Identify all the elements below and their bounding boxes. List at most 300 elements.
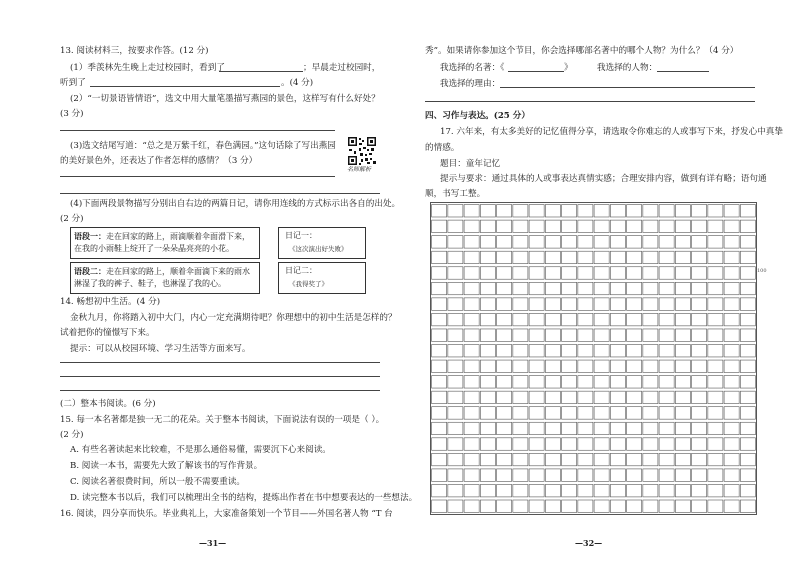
grid-cell[interactable] (724, 469, 739, 481)
grid-cell[interactable] (708, 298, 723, 310)
grid-cell[interactable] (708, 313, 723, 325)
grid-cell[interactable] (740, 453, 755, 465)
grid-cell[interactable] (578, 376, 593, 388)
grid-cell[interactable] (708, 345, 723, 357)
grid-cell[interactable] (594, 453, 609, 465)
grid-cell[interactable] (513, 236, 528, 248)
grid-cell[interactable] (513, 407, 528, 419)
grid-cell[interactable] (610, 251, 625, 263)
grid-cell[interactable] (513, 282, 528, 294)
grid-cell[interactable] (724, 438, 739, 450)
grid-cell[interactable] (610, 422, 625, 434)
grid-cell[interactable] (529, 422, 544, 434)
grid-cell[interactable] (448, 422, 463, 434)
grid-cell[interactable] (432, 469, 447, 481)
answer-line[interactable] (60, 193, 380, 194)
grid-cell[interactable] (562, 360, 577, 372)
grid-cell[interactable] (529, 391, 544, 403)
grid-cell[interactable] (659, 500, 674, 512)
grid-cell[interactable] (513, 500, 528, 512)
grid-cell[interactable] (692, 391, 707, 403)
grid-cell[interactable] (545, 438, 560, 450)
grid-cell[interactable] (724, 313, 739, 325)
grid-cell[interactable] (480, 220, 495, 232)
grid-cell[interactable] (724, 220, 739, 232)
grid-cell[interactable] (562, 407, 577, 419)
grid-cell[interactable] (578, 282, 593, 294)
grid-cell[interactable] (692, 376, 707, 388)
grid-cell[interactable] (610, 438, 625, 450)
grid-cell[interactable] (513, 484, 528, 496)
grid-cell[interactable] (627, 453, 642, 465)
grid-cell[interactable] (675, 453, 690, 465)
grid-cell[interactable] (627, 313, 642, 325)
grid-cell[interactable] (529, 267, 544, 279)
grid-cell[interactable] (432, 298, 447, 310)
grid-cell[interactable] (562, 267, 577, 279)
grid-cell[interactable] (724, 205, 739, 217)
grid-cell[interactable] (627, 298, 642, 310)
grid-cell[interactable] (578, 500, 593, 512)
grid-cell[interactable] (610, 407, 625, 419)
grid-cell[interactable] (529, 282, 544, 294)
grid-cell[interactable] (724, 267, 739, 279)
grid-cell[interactable] (578, 422, 593, 434)
grid-cell[interactable] (692, 282, 707, 294)
diary-box-two[interactable] (278, 262, 366, 294)
grid-cell[interactable] (708, 438, 723, 450)
grid-cell[interactable] (578, 407, 593, 419)
grid-cell[interactable] (497, 298, 512, 310)
grid-cell[interactable] (545, 500, 560, 512)
grid-cell[interactable] (692, 422, 707, 434)
grid-cell[interactable] (448, 407, 463, 419)
grid-cell[interactable] (432, 376, 447, 388)
grid-cell[interactable] (675, 484, 690, 496)
grid-cell[interactable] (562, 438, 577, 450)
grid-cell[interactable] (497, 500, 512, 512)
grid-cell[interactable] (480, 329, 495, 341)
grid-cell[interactable] (659, 422, 674, 434)
grid-cell[interactable] (740, 391, 755, 403)
grid-cell[interactable] (675, 220, 690, 232)
grid-cell[interactable] (432, 438, 447, 450)
grid-cell[interactable] (480, 267, 495, 279)
answer-line[interactable] (60, 376, 380, 377)
grid-cell[interactable] (627, 484, 642, 496)
grid-cell[interactable] (562, 453, 577, 465)
answer-line[interactable] (60, 176, 335, 177)
grid-cell[interactable] (432, 236, 447, 248)
grid-cell[interactable] (659, 298, 674, 310)
grid-cell[interactable] (627, 345, 642, 357)
grid-cell[interactable] (594, 298, 609, 310)
grid-cell[interactable] (464, 407, 479, 419)
grid-cell[interactable] (724, 422, 739, 434)
grid-cell[interactable] (610, 376, 625, 388)
grid-cell[interactable] (675, 376, 690, 388)
grid-cell[interactable] (464, 453, 479, 465)
grid-cell[interactable] (740, 205, 755, 217)
grid-cell[interactable] (529, 376, 544, 388)
grid-cell[interactable] (432, 329, 447, 341)
grid-cell[interactable] (643, 500, 658, 512)
grid-cell[interactable] (659, 453, 674, 465)
grid-cell[interactable] (578, 205, 593, 217)
grid-cell[interactable] (497, 407, 512, 419)
grid-cell[interactable] (562, 500, 577, 512)
grid-cell[interactable] (448, 469, 463, 481)
grid-cell[interactable] (448, 298, 463, 310)
grid-cell[interactable] (740, 345, 755, 357)
grid-cell[interactable] (513, 438, 528, 450)
q16-character-blank[interactable] (657, 71, 709, 72)
grid-cell[interactable] (724, 360, 739, 372)
grid-cell[interactable] (643, 205, 658, 217)
grid-cell[interactable] (448, 220, 463, 232)
grid-cell[interactable] (464, 360, 479, 372)
grid-cell[interactable] (529, 205, 544, 217)
grid-cell[interactable] (708, 205, 723, 217)
grid-cell[interactable] (529, 345, 544, 357)
grid-cell[interactable] (448, 345, 463, 357)
grid-cell[interactable] (692, 329, 707, 341)
grid-cell[interactable] (529, 329, 544, 341)
grid-cell[interactable] (480, 345, 495, 357)
grid-cell[interactable] (659, 329, 674, 341)
grid-cell[interactable] (464, 469, 479, 481)
q15-option-a[interactable]: A. 有些名著读起来比较难，不是那么通俗易懂，需要沉下心来阅读。 (70, 445, 331, 455)
grid-cell[interactable] (708, 329, 723, 341)
diary-box-one[interactable] (278, 227, 366, 259)
grid-cell[interactable] (545, 453, 560, 465)
grid-cell[interactable] (610, 453, 625, 465)
answer-line[interactable] (60, 362, 380, 363)
grid-cell[interactable] (594, 329, 609, 341)
grid-cell[interactable] (464, 282, 479, 294)
grid-cell[interactable] (740, 298, 755, 310)
grid-cell[interactable] (480, 391, 495, 403)
grid-cell[interactable] (578, 484, 593, 496)
grid-cell[interactable] (562, 313, 577, 325)
grid-cell[interactable] (464, 345, 479, 357)
grid-cell[interactable] (578, 236, 593, 248)
grid-cell[interactable] (448, 484, 463, 496)
grid-cell[interactable] (643, 282, 658, 294)
grid-cell[interactable] (692, 345, 707, 357)
grid-cell[interactable] (643, 360, 658, 372)
grid-cell[interactable] (594, 469, 609, 481)
grid-cell[interactable] (627, 220, 642, 232)
grid-cell[interactable] (432, 205, 447, 217)
grid-cell[interactable] (432, 484, 447, 496)
grid-cell[interactable] (692, 469, 707, 481)
grid-cell[interactable] (497, 345, 512, 357)
grid-cell[interactable] (740, 329, 755, 341)
grid-cell[interactable] (497, 453, 512, 465)
grid-cell[interactable] (610, 267, 625, 279)
grid-cell[interactable] (594, 422, 609, 434)
grid-cell[interactable] (643, 313, 658, 325)
grid-cell[interactable] (708, 220, 723, 232)
grid-cell[interactable] (545, 484, 560, 496)
grid-cell[interactable] (692, 205, 707, 217)
grid-cell[interactable] (675, 500, 690, 512)
grid-cell[interactable] (545, 251, 560, 263)
grid-cell[interactable] (627, 422, 642, 434)
grid-cell[interactable] (448, 251, 463, 263)
grid-cell[interactable] (545, 236, 560, 248)
grid-cell[interactable] (578, 469, 593, 481)
grid-cell[interactable] (578, 329, 593, 341)
grid-cell[interactable] (448, 391, 463, 403)
grid-cell[interactable] (480, 407, 495, 419)
grid-cell[interactable] (464, 236, 479, 248)
grid-cell[interactable] (497, 391, 512, 403)
grid-cell[interactable] (708, 422, 723, 434)
grid-cell[interactable] (659, 360, 674, 372)
q15-option-d[interactable]: D. 读完整本书以后，我们可以梳理出全书的结构，提炼出作者在书中想要表达的一些想法。 (70, 493, 418, 503)
answer-line[interactable] (60, 130, 335, 131)
grid-cell[interactable] (562, 220, 577, 232)
grid-cell[interactable] (627, 236, 642, 248)
writing-grid[interactable] (430, 202, 757, 515)
grid-cell[interactable] (448, 267, 463, 279)
grid-cell[interactable] (692, 220, 707, 232)
grid-cell[interactable] (448, 360, 463, 372)
grid-cell[interactable] (643, 391, 658, 403)
grid-cell[interactable] (432, 453, 447, 465)
grid-cell[interactable] (448, 453, 463, 465)
grid-cell[interactable] (480, 298, 495, 310)
grid-cell[interactable] (464, 298, 479, 310)
grid-cell[interactable] (464, 313, 479, 325)
grid-cell[interactable] (724, 484, 739, 496)
grid-cell[interactable] (740, 500, 755, 512)
grid-cell[interactable] (724, 345, 739, 357)
grid-cell[interactable] (740, 267, 755, 279)
grid-cell[interactable] (513, 360, 528, 372)
grid-cell[interactable] (497, 313, 512, 325)
grid-cell[interactable] (643, 484, 658, 496)
grid-cell[interactable] (448, 313, 463, 325)
grid-cell[interactable] (610, 205, 625, 217)
grid-cell[interactable] (497, 422, 512, 434)
grid-cell[interactable] (594, 220, 609, 232)
grid-cell[interactable] (594, 345, 609, 357)
grid-cell[interactable] (432, 220, 447, 232)
grid-cell[interactable] (675, 391, 690, 403)
grid-cell[interactable] (740, 422, 755, 434)
grid-cell[interactable] (480, 438, 495, 450)
grid-cell[interactable] (513, 267, 528, 279)
grid-cell[interactable] (562, 205, 577, 217)
grid-cell[interactable] (432, 422, 447, 434)
grid-cell[interactable] (659, 391, 674, 403)
grid-cell[interactable] (659, 345, 674, 357)
grid-cell[interactable] (480, 469, 495, 481)
grid-cell[interactable] (740, 484, 755, 496)
grid-cell[interactable] (708, 360, 723, 372)
grid-cell[interactable] (497, 220, 512, 232)
grid-cell[interactable] (692, 484, 707, 496)
grid-cell[interactable] (448, 329, 463, 341)
grid-cell[interactable] (724, 376, 739, 388)
answer-line[interactable] (425, 101, 755, 102)
grid-cell[interactable] (497, 282, 512, 294)
grid-cell[interactable] (627, 407, 642, 419)
grid-cell[interactable] (497, 469, 512, 481)
grid-cell[interactable] (610, 220, 625, 232)
grid-cell[interactable] (464, 329, 479, 341)
grid-cell[interactable] (480, 205, 495, 217)
grid-cell[interactable] (610, 236, 625, 248)
grid-cell[interactable] (594, 205, 609, 217)
grid-cell[interactable] (432, 407, 447, 419)
grid-cell[interactable] (497, 236, 512, 248)
grid-cell[interactable] (627, 376, 642, 388)
grid-cell[interactable] (480, 422, 495, 434)
grid-cell[interactable] (464, 422, 479, 434)
grid-cell[interactable] (740, 236, 755, 248)
grid-cell[interactable] (529, 484, 544, 496)
grid-cell[interactable] (675, 313, 690, 325)
grid-cell[interactable] (724, 298, 739, 310)
grid-cell[interactable] (480, 484, 495, 496)
grid-cell[interactable] (562, 329, 577, 341)
grid-cell[interactable] (432, 500, 447, 512)
grid-cell[interactable] (659, 282, 674, 294)
grid-cell[interactable] (545, 220, 560, 232)
grid-cell[interactable] (497, 484, 512, 496)
grid-cell[interactable] (513, 205, 528, 217)
grid-cell[interactable] (708, 500, 723, 512)
grid-cell[interactable] (675, 298, 690, 310)
grid-cell[interactable] (675, 282, 690, 294)
grid-cell[interactable] (545, 345, 560, 357)
q16-reason-blank[interactable] (500, 87, 755, 88)
grid-cell[interactable] (724, 236, 739, 248)
q15-option-c[interactable]: C. 阅读名著很费时间，所以一般不需要重读。 (70, 477, 246, 487)
grid-cell[interactable] (562, 484, 577, 496)
grid-cell[interactable] (562, 376, 577, 388)
grid-cell[interactable] (432, 313, 447, 325)
grid-cell[interactable] (659, 469, 674, 481)
grid-cell[interactable] (643, 407, 658, 419)
grid-cell[interactable] (675, 438, 690, 450)
grid-cell[interactable] (675, 251, 690, 263)
grid-cell[interactable] (610, 298, 625, 310)
grid-cell[interactable] (740, 282, 755, 294)
grid-cell[interactable] (610, 345, 625, 357)
grid-cell[interactable] (480, 313, 495, 325)
grid-cell[interactable] (708, 282, 723, 294)
grid-cell[interactable] (594, 360, 609, 372)
grid-cell[interactable] (610, 500, 625, 512)
grid-cell[interactable] (529, 298, 544, 310)
grid-cell[interactable] (724, 391, 739, 403)
grid-cell[interactable] (643, 298, 658, 310)
grid-cell[interactable] (740, 360, 755, 372)
grid-cell[interactable] (545, 376, 560, 388)
grid-cell[interactable] (497, 360, 512, 372)
grid-cell[interactable] (578, 298, 593, 310)
grid-cell[interactable] (448, 376, 463, 388)
grid-cell[interactable] (659, 236, 674, 248)
grid-cell[interactable] (578, 251, 593, 263)
grid-cell[interactable] (643, 376, 658, 388)
grid-cell[interactable] (545, 407, 560, 419)
answer-line[interactable] (60, 390, 380, 391)
grid-cell[interactable] (594, 313, 609, 325)
grid-cell[interactable] (740, 313, 755, 325)
grid-cell[interactable] (545, 298, 560, 310)
grid-cell[interactable] (513, 391, 528, 403)
grid-cell[interactable] (724, 453, 739, 465)
grid-cell[interactable] (627, 282, 642, 294)
grid-cell[interactable] (529, 438, 544, 450)
grid-cell[interactable] (464, 251, 479, 263)
grid-cell[interactable] (594, 251, 609, 263)
grid-cell[interactable] (545, 360, 560, 372)
grid-cell[interactable] (659, 220, 674, 232)
grid-cell[interactable] (708, 391, 723, 403)
grid-cell[interactable] (675, 422, 690, 434)
grid-cell[interactable] (562, 282, 577, 294)
grid-cell[interactable] (724, 500, 739, 512)
grid-cell[interactable] (578, 313, 593, 325)
grid-cell[interactable] (562, 469, 577, 481)
grid-cell[interactable] (675, 360, 690, 372)
grid-cell[interactable] (594, 391, 609, 403)
grid-cell[interactable] (692, 251, 707, 263)
q15-option-b[interactable]: B. 阅读一本书，需要先大致了解该书的写作背景。 (70, 461, 263, 471)
grid-cell[interactable] (692, 298, 707, 310)
grid-cell[interactable] (529, 220, 544, 232)
grid-cell[interactable] (692, 236, 707, 248)
grid-cell[interactable] (675, 407, 690, 419)
grid-cell[interactable] (513, 251, 528, 263)
grid-cell[interactable] (643, 220, 658, 232)
grid-cell[interactable] (740, 469, 755, 481)
grid-cell[interactable] (529, 469, 544, 481)
grid-cell[interactable] (545, 391, 560, 403)
grid-cell[interactable] (659, 313, 674, 325)
grid-cell[interactable] (659, 205, 674, 217)
grid-cell[interactable] (708, 376, 723, 388)
grid-cell[interactable] (643, 236, 658, 248)
grid-cell[interactable] (627, 469, 642, 481)
grid-cell[interactable] (594, 376, 609, 388)
grid-cell[interactable] (545, 282, 560, 294)
grid-cell[interactable] (545, 313, 560, 325)
grid-cell[interactable] (578, 453, 593, 465)
grid-cell[interactable] (464, 267, 479, 279)
grid-cell[interactable] (529, 407, 544, 419)
grid-cell[interactable] (578, 267, 593, 279)
grid-cell[interactable] (610, 469, 625, 481)
grid-cell[interactable] (594, 484, 609, 496)
grid-cell[interactable] (432, 345, 447, 357)
grid-cell[interactable] (643, 438, 658, 450)
grid-cell[interactable] (513, 313, 528, 325)
grid-cell[interactable] (708, 267, 723, 279)
grid-cell[interactable] (529, 236, 544, 248)
grid-cell[interactable] (464, 500, 479, 512)
grid-cell[interactable] (480, 282, 495, 294)
grid-cell[interactable] (480, 360, 495, 372)
grid-cell[interactable] (594, 407, 609, 419)
